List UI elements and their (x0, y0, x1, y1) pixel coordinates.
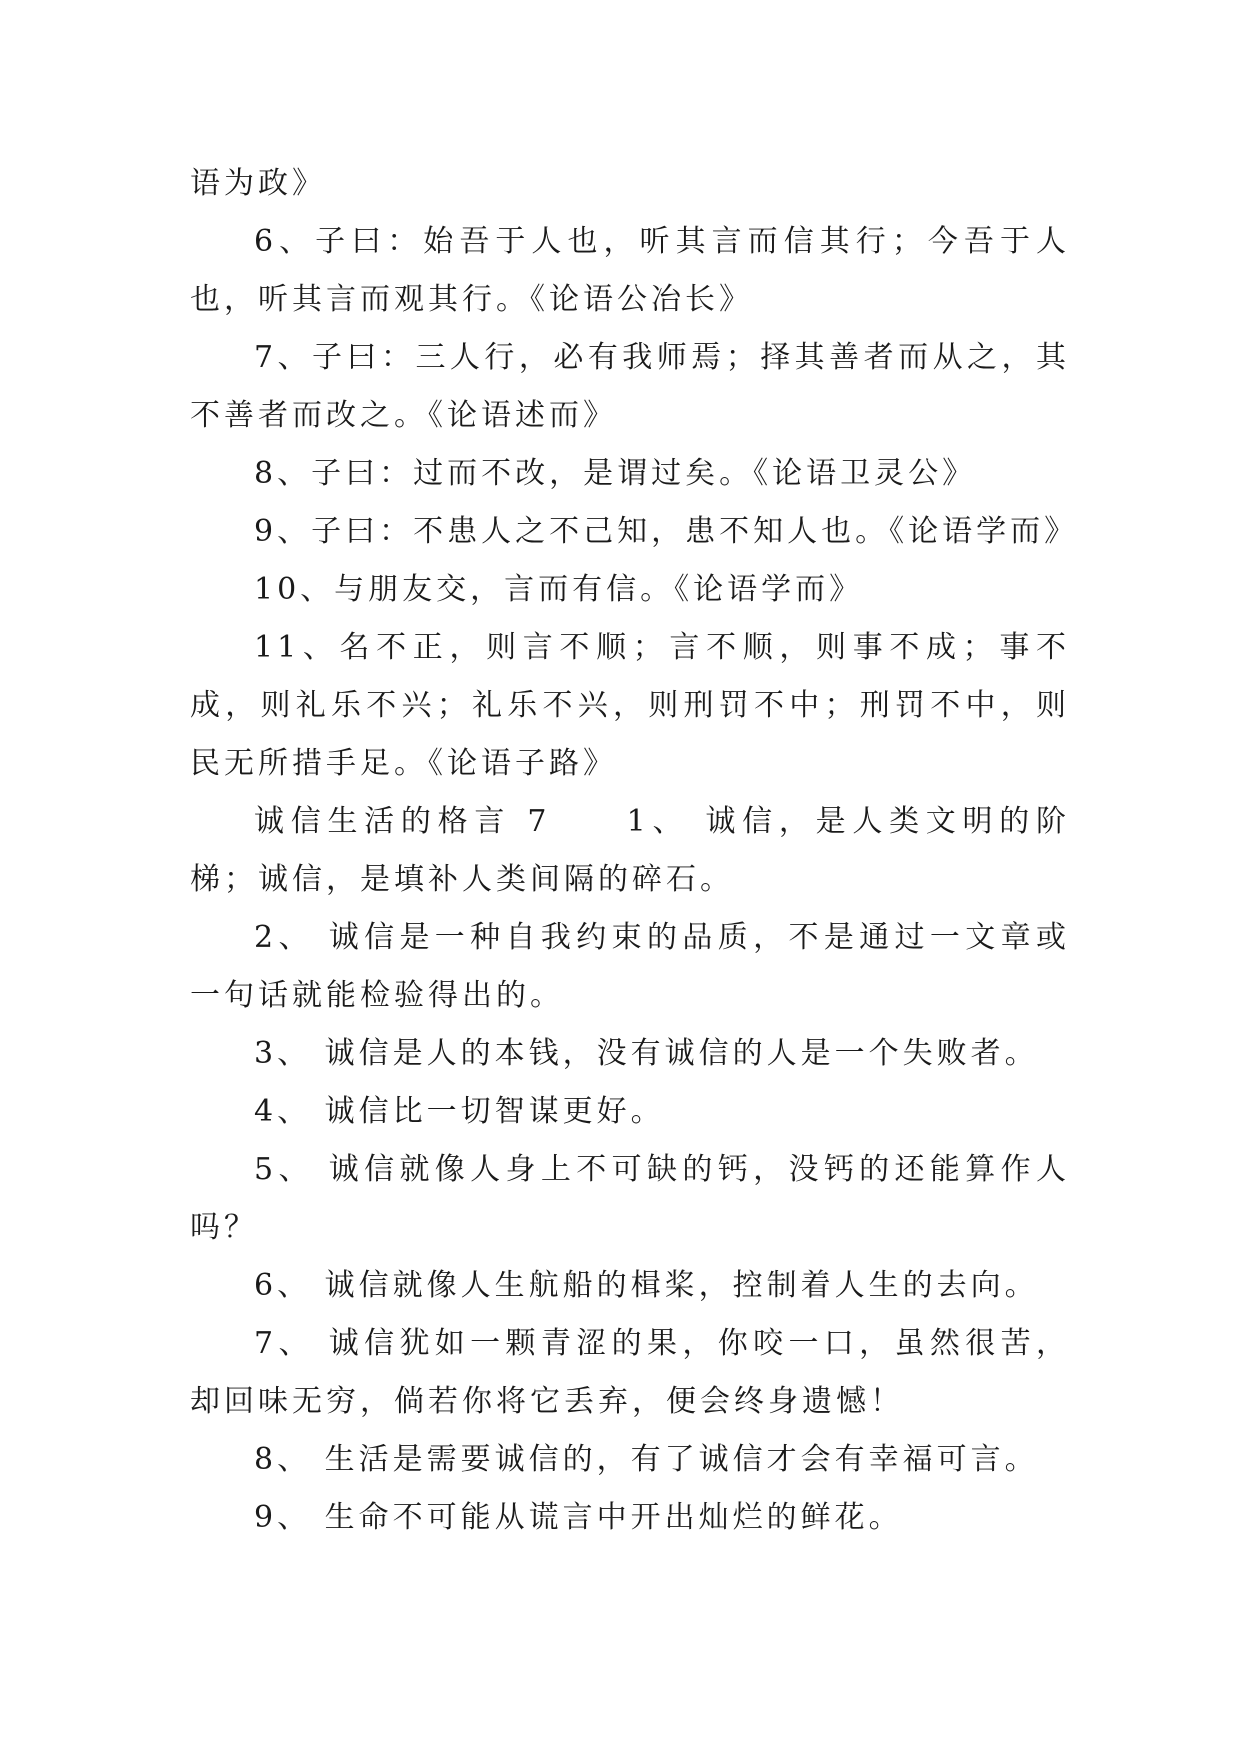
paragraph-motto-2: 2、 诚信是一种自我约束的品质，不是通过一文章或一句话就能检验得出的。 (190, 920, 1070, 1013)
paragraph-motto-5: 5、 诚信就像人身上不可缺的钙，没钙的还能算作人吗？ (190, 1152, 1070, 1245)
paragraph-quote-8: 8、子曰：过而不改，是谓过矣。《论语卫灵公》 (254, 456, 977, 491)
paragraph-motto-9: 9、 生命不可能从谎言中开出灿烂的鲜花。 (254, 1500, 903, 1535)
paragraph-motto-8: 8、 生活是需要诚信的，有了诚信才会有幸福可言。 (254, 1442, 1039, 1477)
paragraph-quote-6: 6、子曰：始吾于人也，听其言而信其行；今吾于人也，听其言而观其行。《论语公冶长》 (190, 224, 1070, 317)
paragraph-quote-7: 7、子曰：三人行，必有我师焉；择其善者而从之，其不善者而改之。《论语述而》 (190, 340, 1070, 433)
paragraph-quote-10: 10、与朋友交，言而有信。《论语学而》 (254, 572, 864, 607)
paragraph-motto-4: 4、 诚信比一切智谋更好。 (254, 1094, 665, 1129)
paragraph-quote-9: 9、子曰：不患人之不己知，患不知人也。《论语学而》 (254, 514, 1079, 549)
paragraph-quote-11: 11、名不正，则言不顺；言不顺，则事不成；事不成，则礼乐不兴；礼乐不兴，则刑罚不中；刑罚不中，则民无所措手足。《论语子路》 (190, 630, 1070, 781)
paragraph-section-heading: 诚信生活的格言 7 1、 诚信，是人类文明的阶梯；诚信，是填补人类间隔的碎石。 (190, 804, 1070, 897)
paragraph-continuation: 语为政》 (190, 166, 326, 201)
paragraph-motto-7: 7、 诚信犹如一颗青涩的果，你咬一口，虽然很苦，却回味无穷，倘若你将它丢弃，便会终身遗憾！ (190, 1326, 1070, 1419)
paragraph-motto-6: 6、 诚信就像人生航船的楫桨，控制着人生的去向。 (254, 1268, 1039, 1303)
paragraph-motto-3: 3、 诚信是人的本钱，没有诚信的人是一个失败者。 (254, 1036, 1039, 1071)
document-body (190, 155, 1079, 1547)
